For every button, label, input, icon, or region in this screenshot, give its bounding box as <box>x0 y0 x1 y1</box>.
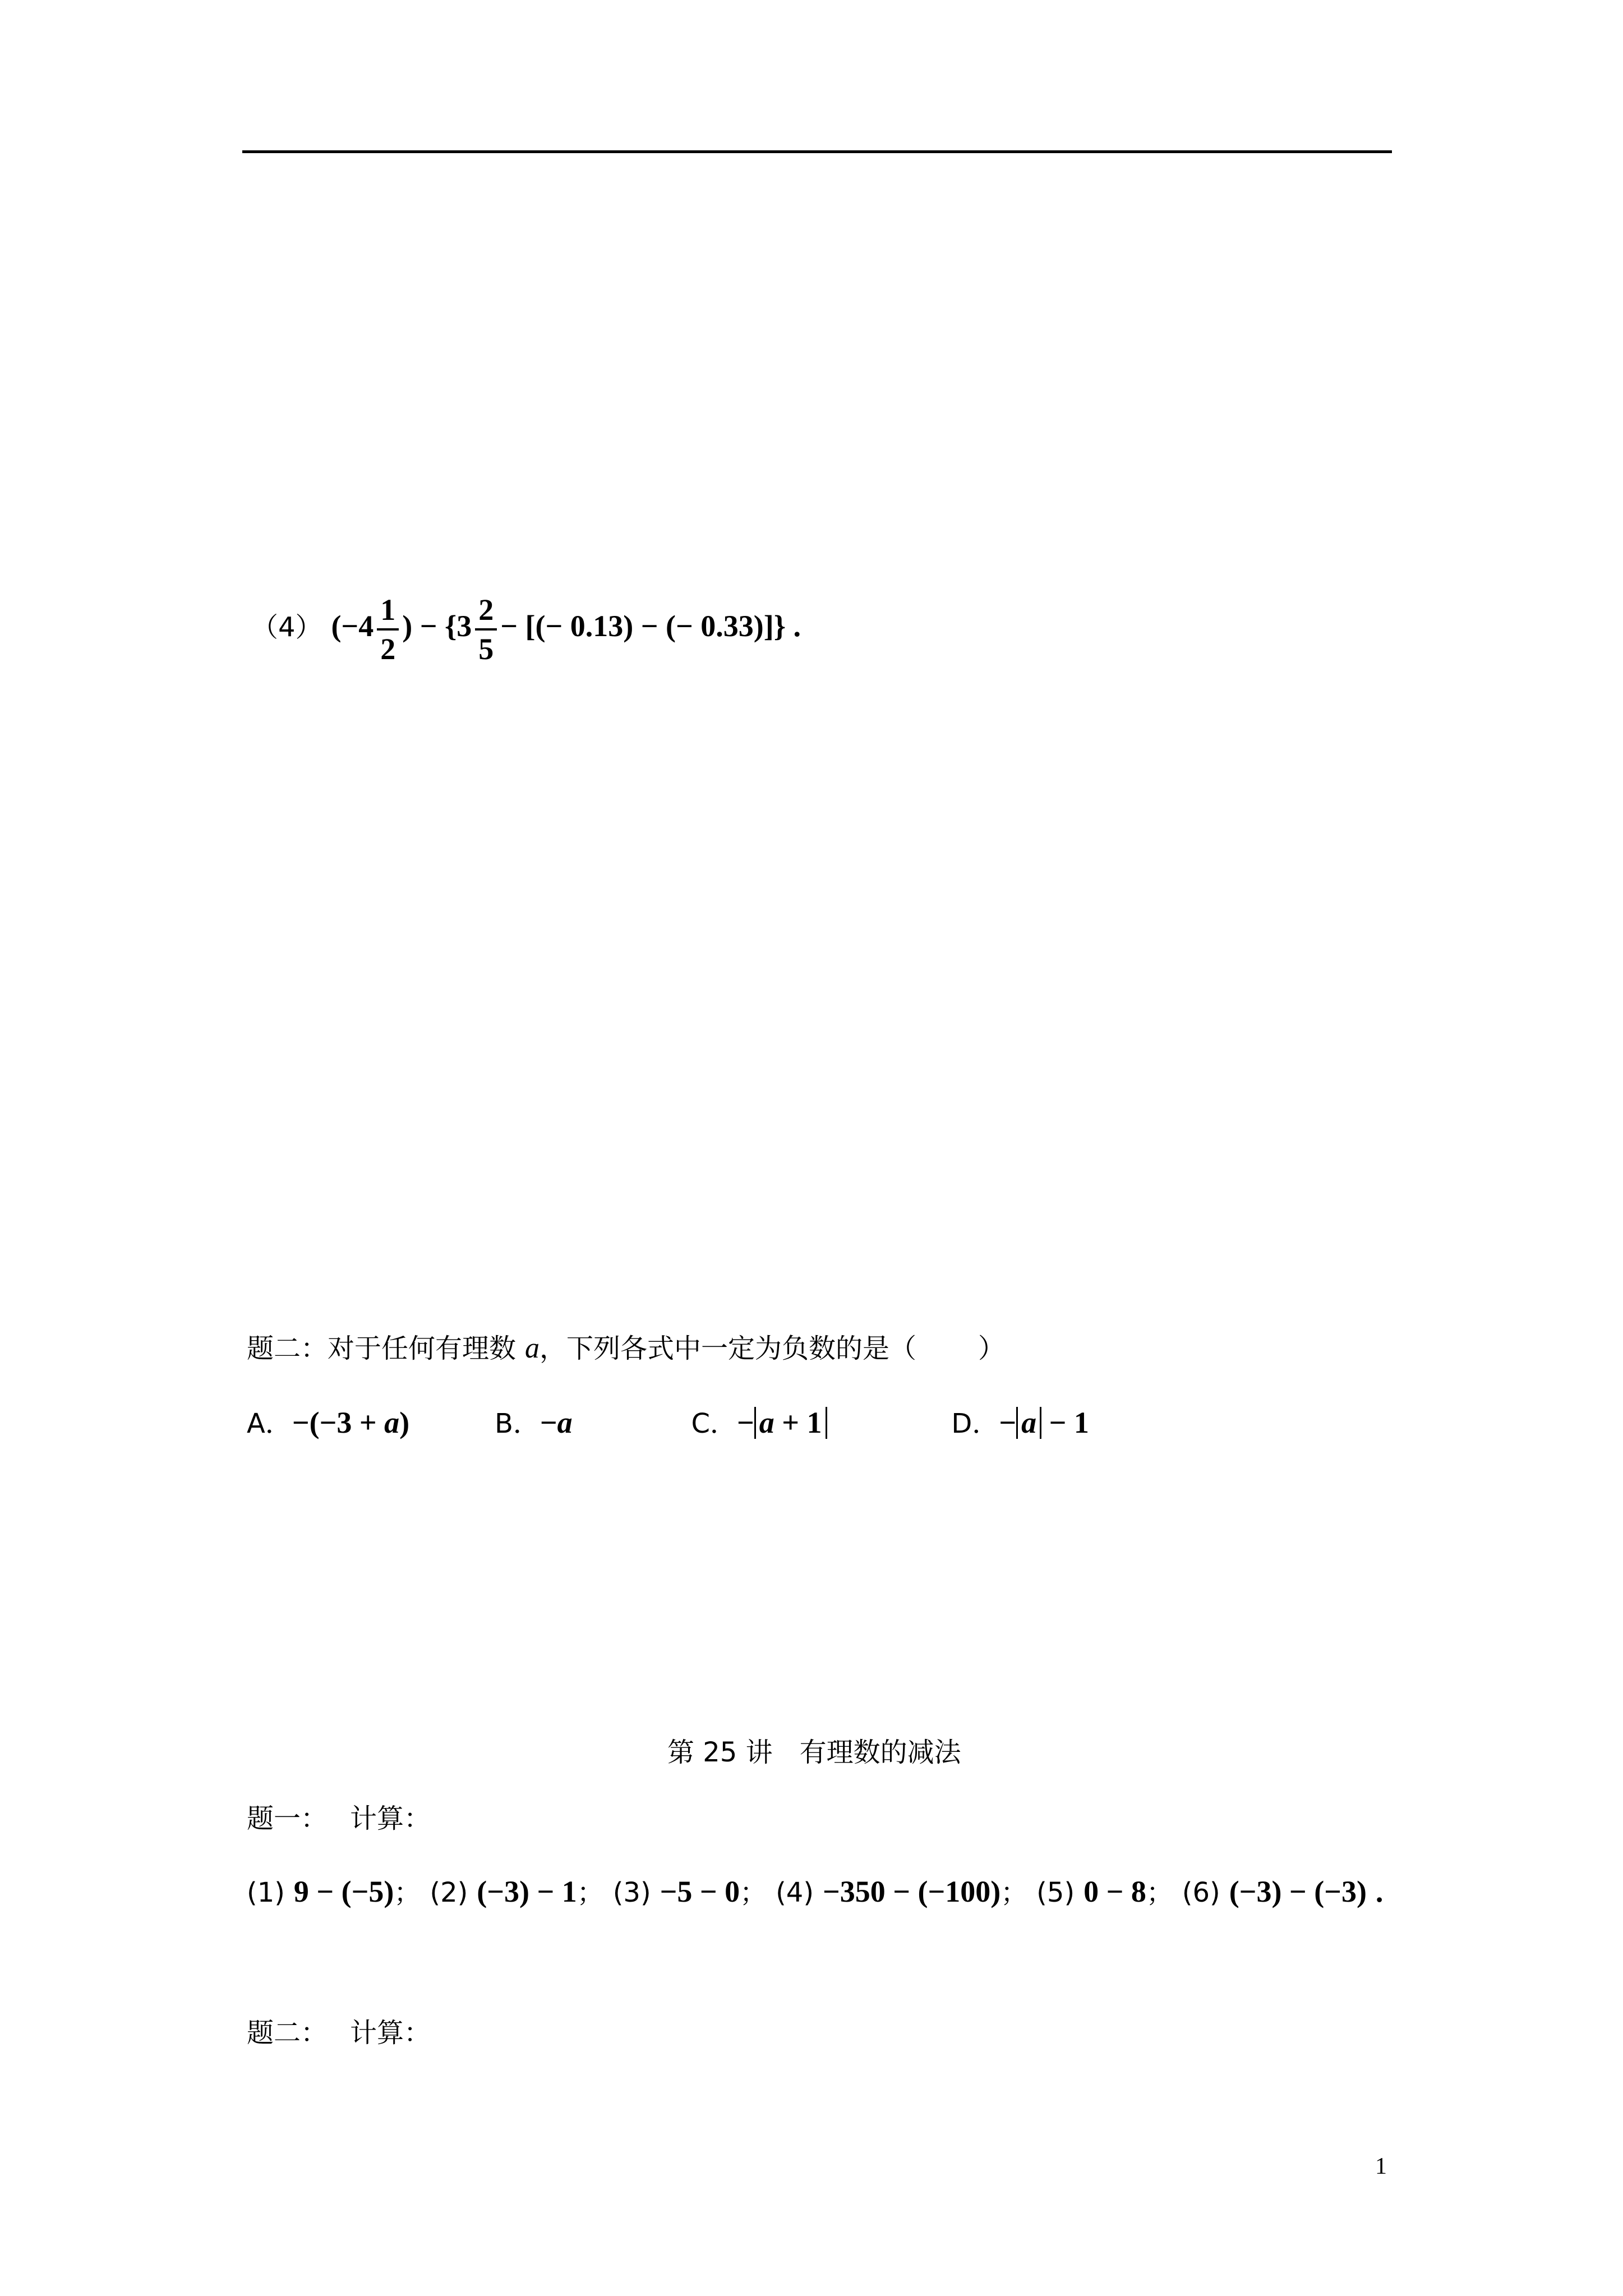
item-label: (2) <box>430 1877 468 1908</box>
problem-4 <box>251 595 801 664</box>
problem-4-expression <box>331 593 801 666</box>
item-expression: (−3) − (−3) <box>1229 1875 1367 1908</box>
item-label: (1) <box>247 1877 285 1908</box>
problem-4-label: （4） <box>251 611 322 643</box>
option-a-var: a <box>384 1406 400 1439</box>
option-c-prefix: − <box>737 1406 754 1439</box>
option-d-expression <box>999 1406 1089 1439</box>
item-separator: . <box>1375 1875 1384 1908</box>
option-b-var: a <box>557 1406 573 1439</box>
expr-period: . <box>793 609 801 643</box>
option-c-var: a <box>759 1406 774 1439</box>
option-a-expr: −(−3 + <box>292 1406 385 1439</box>
fraction-numerator: 1 <box>377 595 399 631</box>
item-separator: ； <box>1146 1877 1173 1908</box>
item-expression: 9 − (−5) <box>293 1875 394 1908</box>
fraction-denominator: 2 <box>380 632 396 666</box>
item-label: (4) <box>776 1877 814 1908</box>
q2-variable: a <box>525 1332 540 1364</box>
item-label: (3) <box>612 1877 651 1908</box>
q1-item <box>776 1876 1027 1908</box>
option-b-label: B． <box>494 1408 540 1439</box>
option-c-label: C． <box>691 1408 737 1439</box>
fraction-denominator: 5 <box>478 632 494 666</box>
option-c-inner: + 1 <box>774 1406 822 1439</box>
absolute-value <box>1016 1407 1041 1439</box>
item-expression: −350 − (−100) <box>822 1875 1001 1908</box>
option-b-expression <box>540 1406 573 1439</box>
option-a-expression <box>292 1406 409 1439</box>
fraction-numerator: 2 <box>475 595 497 631</box>
q1-item <box>613 1876 767 1908</box>
option-d-label: D． <box>951 1408 999 1439</box>
q1-heading <box>247 1805 431 1832</box>
q2-title-rest: ，下列各式中一定为负数的是（ <box>540 1333 917 1364</box>
option-d-var: a <box>1021 1406 1037 1439</box>
item-expression: −5 − 0 <box>660 1875 740 1908</box>
q1-items <box>247 1876 1383 1907</box>
q2-bottom-heading <box>247 2017 431 2049</box>
header-rule <box>242 150 1392 153</box>
fraction-one-half <box>377 595 399 664</box>
q2-bottom-title: 题二： <box>247 2017 328 2049</box>
q2-question <box>247 1334 1005 1363</box>
item-separator: ； <box>577 1877 604 1908</box>
q2-options <box>247 1407 1089 1439</box>
expr-end: − [(− 0.13) − (− 0.33)]} <box>500 609 786 643</box>
option-c-expression <box>737 1406 827 1439</box>
q2-close-paren: ） <box>978 1333 1006 1364</box>
item-expression: (−3) − 1 <box>477 1875 577 1908</box>
item-separator: ； <box>1000 1877 1028 1908</box>
q1-item <box>1182 1876 1384 1908</box>
q1-title: 题一： <box>247 1803 328 1834</box>
lesson-title: 第 25 讲 有理数的减法 <box>667 1737 961 1768</box>
q1-item <box>430 1876 603 1908</box>
q1-instruction: 计算： <box>350 1803 431 1834</box>
option-a-label: A． <box>247 1408 292 1439</box>
q2-title: 题二：对于任何有理数 <box>247 1333 517 1364</box>
absolute-value <box>754 1407 827 1439</box>
item-label: (6) <box>1182 1877 1220 1908</box>
expr-mid: ) − {3 <box>402 609 472 643</box>
item-expression: 0 − 8 <box>1083 1875 1146 1908</box>
expr-open: (−4 <box>331 609 374 643</box>
q2-bottom-instruction: 计算： <box>350 2017 431 2049</box>
item-separator: ； <box>394 1877 421 1908</box>
option-d-prefix: − <box>999 1406 1017 1439</box>
fraction-two-fifths <box>475 595 497 664</box>
page-number: 1 <box>1375 2154 1387 2179</box>
option-d-suffix: − 1 <box>1041 1406 1089 1439</box>
q1-item <box>1036 1876 1173 1908</box>
item-separator: ； <box>740 1877 767 1908</box>
option-b-expr: − <box>540 1406 557 1439</box>
q1-item <box>247 1876 421 1908</box>
item-label: (5) <box>1036 1877 1075 1908</box>
option-a-close: ) <box>399 1406 410 1439</box>
